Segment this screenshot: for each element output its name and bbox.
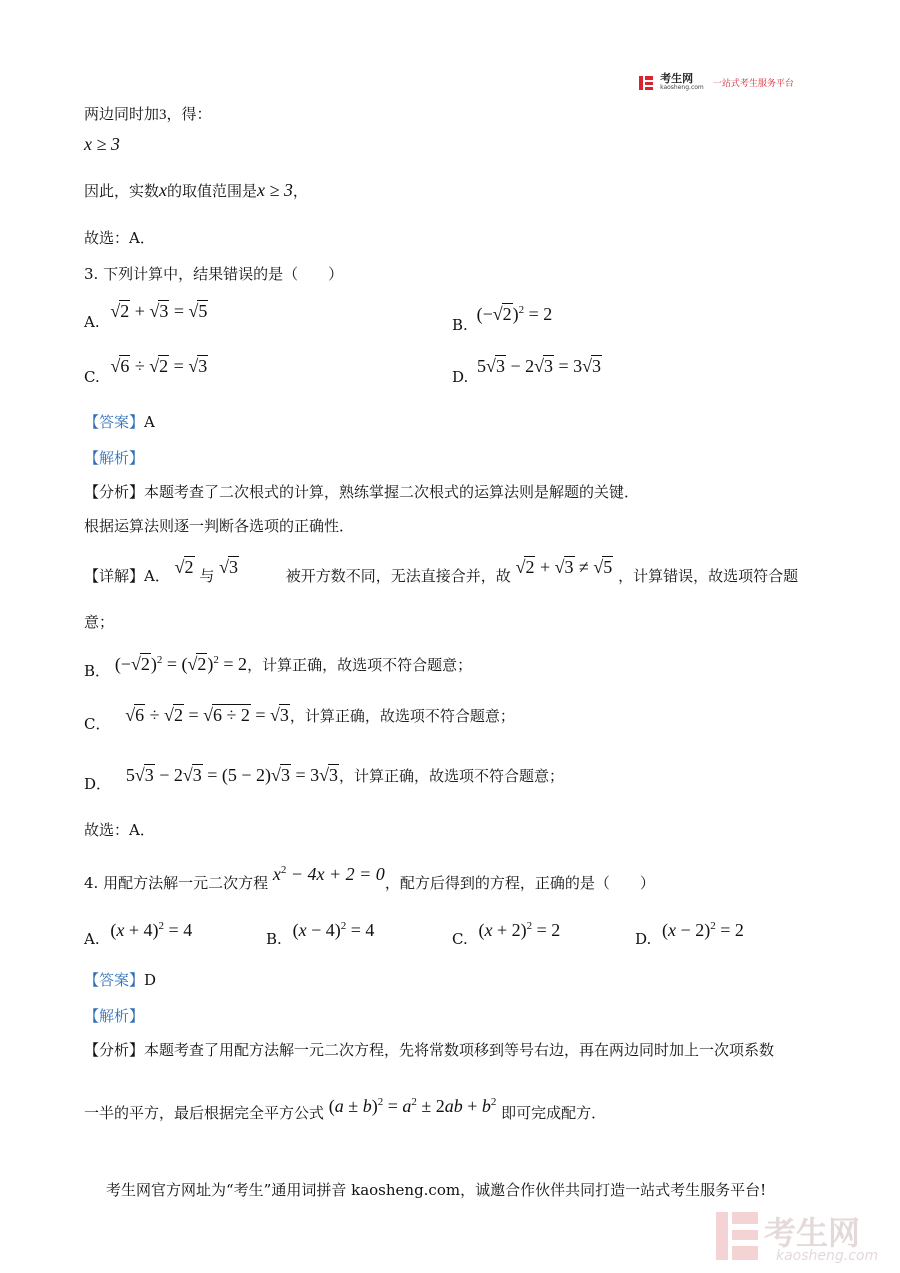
watermark-logo-icon <box>716 1212 758 1260</box>
q3-detail-d: D． 5√3 − 2√3 = (5 − 2)√3 = 3√3，计算正确，故选项不符合题意； <box>84 765 564 793</box>
q3-detail-a-cont: 意； <box>84 613 115 631</box>
q4-jiexi: 【解析】 <box>84 1007 145 1025</box>
logo-text: 考生网 <box>660 71 694 85</box>
text-line-3: 因此，实数x的取值范围是x ≥ 3， <box>84 180 308 200</box>
q3-detail-b: B． $(-√2)^2 = (√2)^2 = 2$，计算正确，故选项不符合题意； <box>84 654 473 680</box>
q4-option-c: C. $(x + 2)^2 = 2$ <box>452 920 561 948</box>
q4-answer: 【答案】D <box>84 971 157 989</box>
q4-option-a: A. $(x + 4)^2 = 4$ <box>84 920 193 948</box>
q4-option-d: D. $(x - 2)^2 = 2$ <box>635 920 744 948</box>
q4-fenxi: 【分析】本题考查了用配方法解一元二次方程，先将常数项移到等号右边，再在两边同时加上一次项系数 <box>84 1041 775 1059</box>
q3-answer: 【答案】A <box>84 413 155 431</box>
q3-end: 故选：A． <box>84 821 155 839</box>
q3-option-b: B. $(-√2)^2 = 2$ <box>452 304 553 334</box>
header-logo <box>639 72 794 94</box>
q3-detail-a: 【详解】A． √2 与 √3 被开方数不同，无法直接合并，故 √2 + √3 ≠ √5 ，计算错误，故选项符合题 <box>84 557 799 585</box>
q3-detail-c: C． √6 ÷ √2 = √6 ÷ 2 = √3，计算正确，故选项不符合题意； <box>84 705 515 733</box>
watermark-sub: kaosheng.com <box>776 1248 879 1264</box>
q4-title: 4. 用配方法解一元二次方程 $x^2 - 4x + 2 = 0$，配方后得到的方程，正确的是（ ） <box>84 864 655 892</box>
q3-option-a: A. √2 + √3 = √5 <box>84 301 208 331</box>
logo-slogan: 一站式考生服务平台 <box>712 79 794 89</box>
kaosheng-logo-icon <box>639 75 653 91</box>
watermark <box>716 1208 886 1264</box>
q3-fenxi-2: 根据运算法则逐一判断各选项的正确性． <box>84 517 355 535</box>
text-line-4: 故选：A． <box>84 229 155 247</box>
q3-fenxi: 【分析】本题考查了二次根式的计算，熟练掌握二次根式的运算法则是解题的关键． <box>84 483 640 501</box>
q3-title: 3. 下列计算中，结果错误的是（ ） <box>84 265 344 283</box>
inequality-x-ge-3: x ≥ 3 <box>84 134 120 154</box>
q4-option-b: B. $(x - 4)^2 = 4$ <box>266 920 375 948</box>
text-line-1: 两边同时加3，得： <box>84 105 212 123</box>
q4-fenxi-2: 一半的平方，最后根据完全平方公式 $(a \pm b)^2 = a^2 \pm 2ab + b^2$ 即可完成配方． <box>84 1096 607 1122</box>
q3-jiexi: 【解析】 <box>84 449 145 467</box>
logo-sub: kaosheng.com <box>660 83 704 91</box>
footer-text: 考生网官方网址为“考生”通用词拼音 kaosheng.com，诚邀合作伙伴共同打造一站式考生服务平台! <box>106 1181 767 1199</box>
q3-option-c: C. √6 ÷ √2 = √3 <box>84 356 208 386</box>
q3-option-d: D. 5√3 − 2√3 = 3√3 <box>452 356 602 386</box>
watermark-text: 考生网 <box>764 1214 861 1252</box>
